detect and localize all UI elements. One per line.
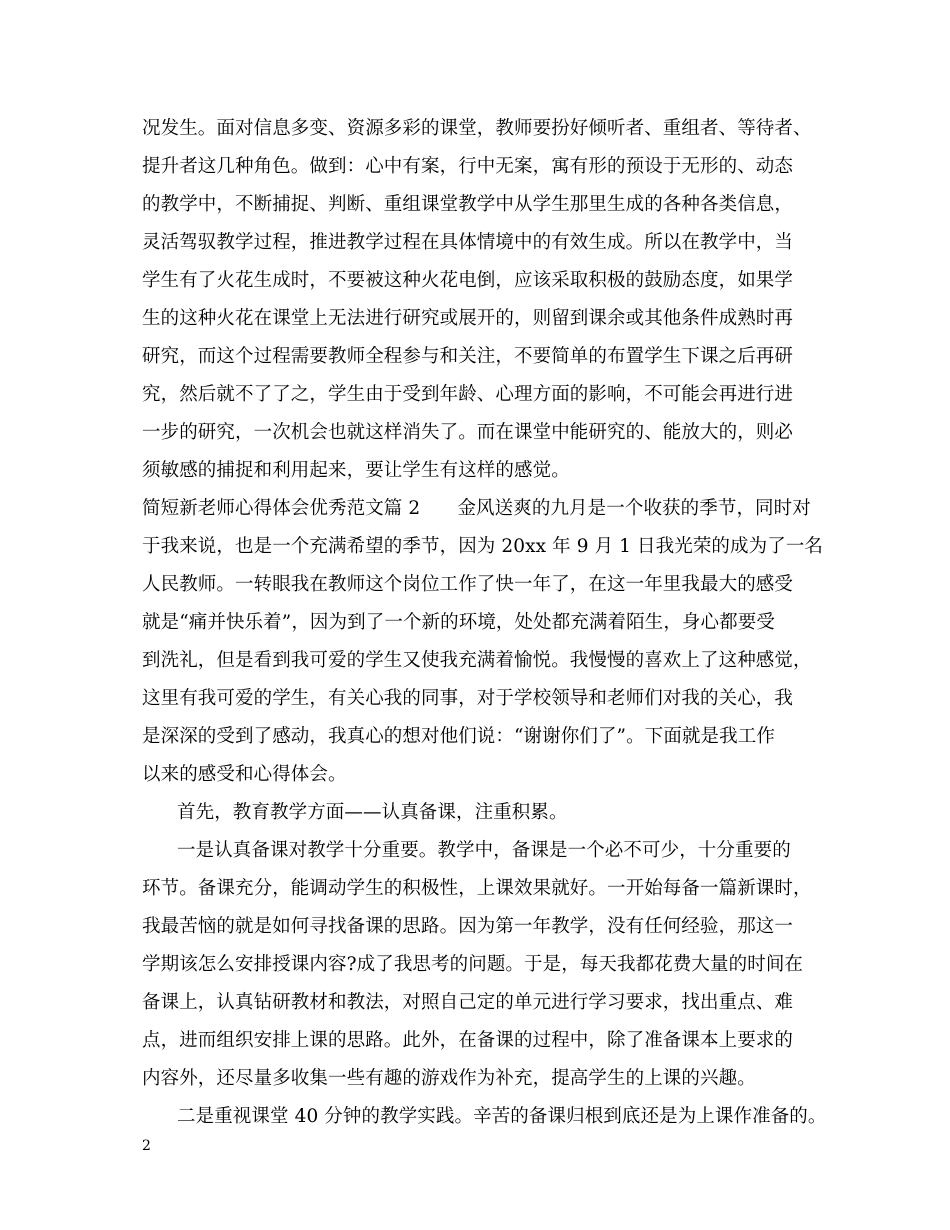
body-text-line: 以来的感受和心得体会。 — [142, 764, 347, 785]
section-heading-line: 简短新老师心得体会优秀范文篇 2 金风送爽的九月是一个收获的季节，同时对 — [142, 498, 811, 519]
body-text-line: 况发生。面对信息多变、资源多彩的课堂，教师要扮好倾听者、重组者、等待者、 — [142, 118, 812, 139]
body-text-line: 提升者这几种角色。做到：心中有案，行中无案，寓有形的预设于无形的、动态 — [142, 156, 794, 177]
page-number: 2 — [142, 1138, 151, 1154]
body-text-line: 环节。备课充分，能调动学生的积极性，上课效果就好。一开始每备一篇新课时， — [142, 878, 812, 899]
paragraph-first-line: 首先，教育教学方面——认真备课，注重积累。 — [177, 802, 568, 823]
body-text-line: 这里有我可爱的学生，有关心我的同事，对于学校领导和老师们对我的关心，我 — [142, 688, 794, 709]
body-text-line: 是深深的受到了感动，我真心的想对他们说：“谢谢你们了”。下面就是我工作 — [142, 726, 775, 747]
body-text-line: 点，进而组织安排上课的思路。此外，在备课的过程中，除了准备课本上要求的 — [142, 1030, 794, 1051]
body-text-line: 生的这种火花在课堂上无法进行研究或展开的，则留到课余或其他条件成熟时再 — [142, 308, 794, 329]
body-text-line: 学期该怎么安排授课内容?成了我思考的问题。于是，每天我都花费大量的时间在 — [142, 954, 804, 975]
body-text-line: 灵活驾驭教学过程，推进教学过程在具体情境中的有效生成。所以在教学中，当 — [142, 232, 794, 253]
body-text-line: 学生有了火花生成时，不要被这种火花电倒，应该采取积极的鼓励态度，如果学 — [142, 270, 794, 291]
body-text-line: 究，然后就不了了之，学生由于受到年龄、心理方面的影响，不可能会再进行进 — [142, 384, 794, 405]
body-text-line: 就是“痛并快乐着”，因为到了一个新的环境，处处都充满着陌生，身心都要受 — [142, 612, 775, 633]
body-text-line: 研究，而这个过程需要教师全程参与和关注，不要简单的布置学生下课之后再研 — [142, 346, 794, 367]
body-text-line: 我最苦恼的就是如何寻找备课的思路。因为第一年教学，没有任何经验，那这一 — [142, 916, 794, 937]
paragraph-first-line: 一是认真备课对教学十分重要。教学中，备课是一个必不可少，十分重要的 — [177, 840, 791, 861]
body-text-line: 一步的研究，一次机会也就这样消失了。而在课堂中能研究的、能放大的，则必 — [142, 422, 794, 443]
body-text-line: 内容外，还尽量多收集一些有趣的游戏作为补充，提高学生的上课的兴趣。 — [142, 1068, 756, 1089]
body-text-line: 人民教师。一转眼我在教师这个岗位工作了快一年了，在这一年里我最大的感受 — [142, 574, 794, 595]
body-text-line: 到洗礼，但是看到我可爱的学生又使我充满着愉悦。我慢慢的喜欢上了这种感觉， — [142, 650, 812, 671]
body-text-line: 备课上，认真钻研教材和教法，对照自己定的单元进行学习要求，找出重点、难 — [142, 992, 794, 1013]
body-text-line: 于我来说，也是一个充满希望的季节，因为 20xx 年 9 月 1 日我光荣的成为了一名 — [142, 536, 824, 557]
body-text-line: 的教学中，不断捕捉、判断、重组课堂教学中从学生那里生成的各种各类信息， — [142, 194, 794, 215]
paragraph-first-line: 二是重视课堂 40 分钟的教学实践。辛苦的备课归根到底还是为上课作准备的。 — [177, 1106, 827, 1127]
body-text-line: 须敏感的捕捉和利用起来，要让学生有这样的感觉。 — [142, 460, 570, 481]
